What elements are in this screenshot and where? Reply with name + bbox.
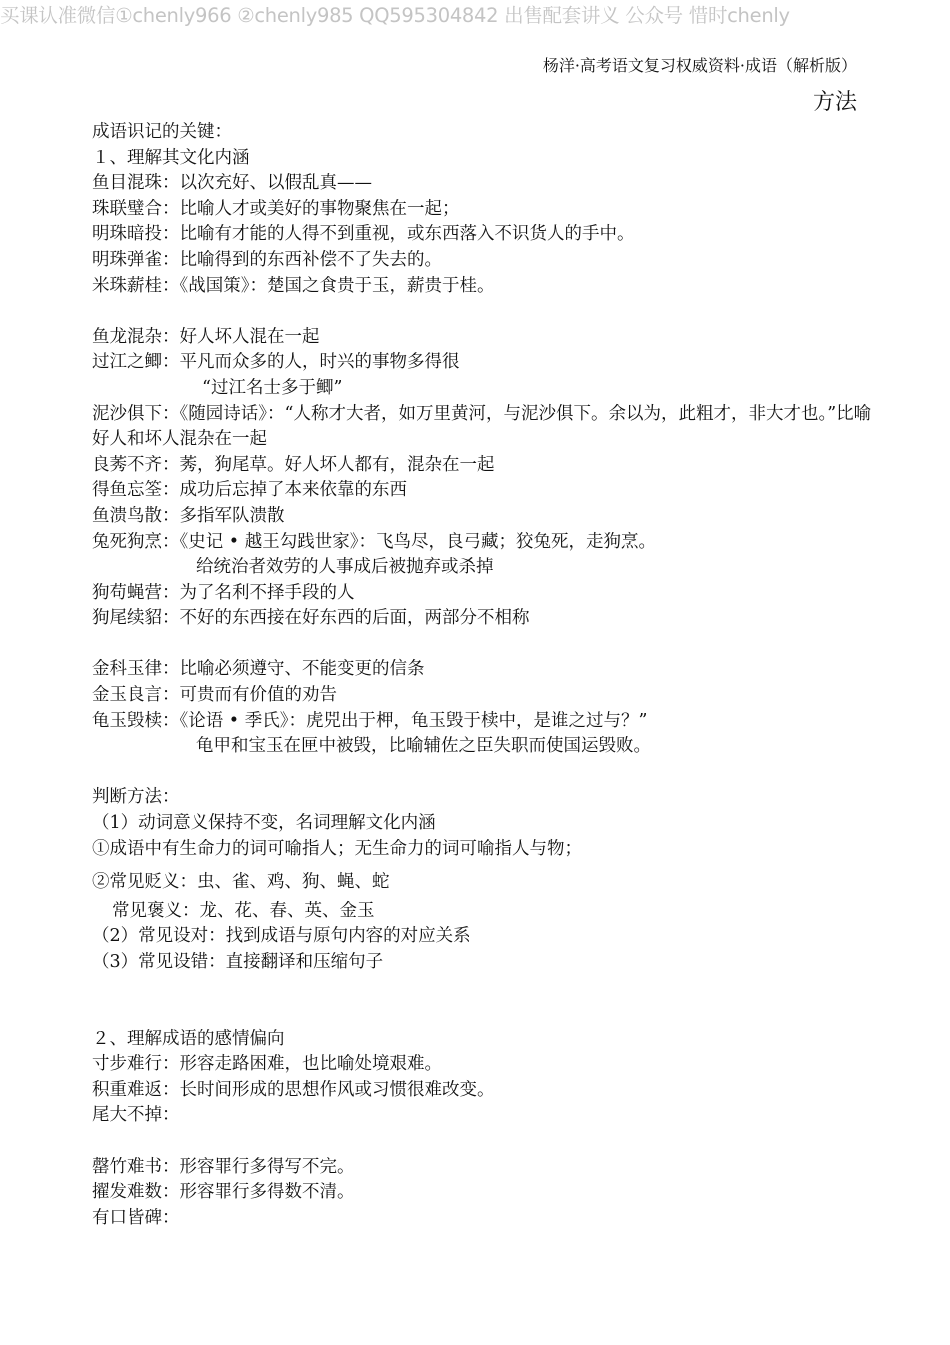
method-item: （1）动词意义保持不变，名词理解文化内涵 bbox=[92, 813, 436, 834]
method-item: （2）常见设对：找到成语与原句内容的对应关系 bbox=[92, 926, 471, 947]
idiom-entry-continuation: 龟甲和宝玉在匣中被毁，比喻辅佐之臣失职而使国运毁败。 bbox=[196, 736, 651, 757]
idiom-entry-continuation: “过江名士多于鲫” bbox=[202, 377, 343, 398]
idiom-entry: 良莠不齐：莠，狗尾草。好人坏人都有，混杂在一起 bbox=[92, 454, 495, 475]
idiom-entry: 狗苟蝇营：为了名利不择手段的人 bbox=[92, 582, 355, 603]
idiom-entry: 寸步难行：形容走路困难，也比喻处境艰难。 bbox=[92, 1054, 442, 1075]
method-item: 常见褒义：龙、花、春、英、金玉 bbox=[112, 900, 375, 921]
section-heading: 方法 bbox=[812, 90, 857, 115]
idiom-entry: 米珠薪桂：《战国策》：楚国之食贵于玉，薪贵于桂。 bbox=[92, 275, 495, 296]
spacer bbox=[92, 299, 872, 325]
idiom-entry: 尾大不掉： bbox=[92, 1105, 180, 1126]
spacer bbox=[92, 976, 872, 1027]
method-item: ②常见贬义：虫、雀、鸡、狗、蝇、蛇 bbox=[92, 872, 390, 893]
idiom-entry: 有口皆碑： bbox=[92, 1207, 180, 1228]
method-heading: 判断方法： bbox=[92, 787, 180, 808]
spacer bbox=[92, 760, 872, 786]
subsection-heading: ２、理解成语的感情偏向 bbox=[92, 1028, 285, 1049]
method-item: ①成语中有生命力的词可喻指人；无生命力的词可喻指人与物； bbox=[92, 838, 582, 859]
intro-heading: 成语识记的关键： bbox=[92, 122, 232, 142]
idiom-entry: 鱼溃鸟散：多指军队溃散 bbox=[92, 505, 285, 526]
method-item: （3）常见设错：直接翻译和压缩句子 bbox=[92, 952, 384, 972]
idiom-entry: 鱼龙混杂：好人坏人混在一起 bbox=[92, 326, 320, 347]
idiom-entry: 泥沙俱下：《随园诗话》：“人称才大者，如万里黄河，与泥沙俱下。余以为，此粗才，非大才也。”比喻好人和坏人混杂在一起 bbox=[92, 403, 872, 450]
idiom-entry-continuation: 给统治者效劳的人事成后被抛弃或杀掉 bbox=[196, 557, 494, 578]
idiom-entry: 兔死狗烹：《史记 • 越王勾践世家》：飞鸟尽，良弓藏；狡兔死，走狗烹。 bbox=[92, 531, 656, 552]
watermark-banner: 买课认准微信①chenly966 ②chenly985 QQ595304842 出售配套讲义 公众号 惜时chenly bbox=[0, 4, 790, 27]
idiom-entry: 擢发难数：形容罪行多得数不清。 bbox=[92, 1182, 355, 1203]
spacer bbox=[92, 1129, 872, 1155]
idiom-entry: 鱼目混珠：以次充好、以假乱真—— bbox=[92, 173, 372, 194]
subsection-heading: １、理解其文化内涵 bbox=[92, 147, 250, 168]
idiom-entry: 龟玉毁椟：《论语 • 季氏》：虎兕出于柙，龟玉毁于椟中，是谁之过与？” bbox=[92, 710, 648, 731]
idiom-entry: 狗尾续貂：不好的东西接在好东西的后面，两部分不相称 bbox=[92, 608, 530, 629]
spacer bbox=[92, 632, 872, 658]
document-header-title: 杨洋·高考语文复习权威资料·成语（解析版） bbox=[542, 56, 857, 75]
idiom-entry: 积重难返：长时间形成的思想作风或习惯很难改变。 bbox=[92, 1079, 495, 1100]
idiom-entry: 过江之鲫：平凡而众多的人，时兴的事物多得很 bbox=[92, 352, 460, 373]
idiom-entry: 明珠弹雀：比喻得到的东西补偿不了失去的。 bbox=[92, 249, 442, 270]
idiom-entry: 明珠暗投：比喻有才能的人得不到重视，或东西落入不识货人的手中。 bbox=[92, 224, 635, 245]
idiom-entry: 罄竹难书：形容罪行多得写不完。 bbox=[92, 1156, 355, 1177]
idiom-entry: 得鱼忘筌：成功后忘掉了本来依靠的东西 bbox=[92, 480, 407, 501]
idiom-entry: 珠联璧合：比喻人才或美好的事物聚焦在一起； bbox=[92, 198, 460, 219]
idiom-entry: 金科玉律：比喻必须遵守、不能变更的信条 bbox=[92, 659, 425, 680]
document-body bbox=[92, 120, 872, 1231]
idiom-entry: 金玉良言：可贵而有价值的劝告 bbox=[92, 685, 337, 706]
